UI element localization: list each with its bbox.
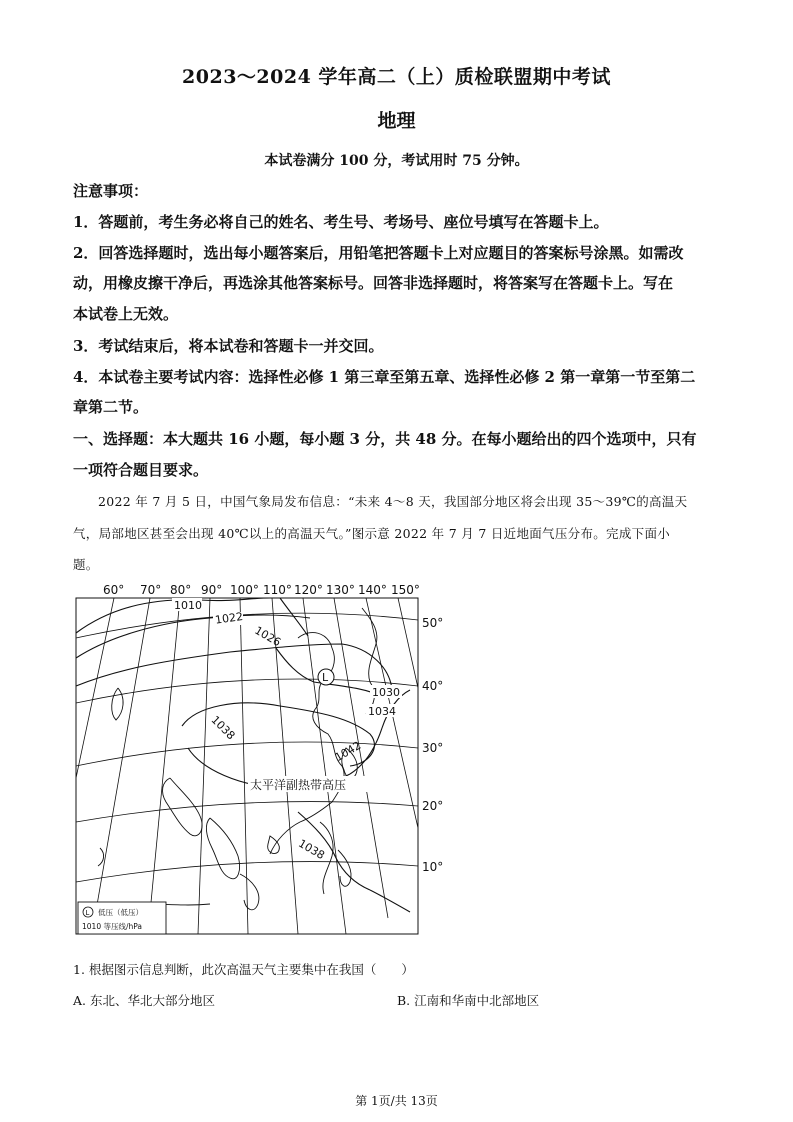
passage-line: 气，局部地区甚至会出现 40℃以上的高温天气。”图示意 2022 年 7 月 7 日近地面气压分布。完成下面小 xyxy=(73,526,671,541)
isobar-label: 1038 xyxy=(208,713,238,743)
isobar-label: 1030 xyxy=(372,686,400,699)
isobar-label: 1038 xyxy=(296,836,327,863)
option-a: A. 东北、华北大部分地区 xyxy=(73,993,215,1008)
coastlines xyxy=(90,608,377,910)
lon-label: 60° xyxy=(103,583,125,597)
low-pressure-label: L xyxy=(322,671,329,684)
passage-line: 2022 年 7 月 5 日，中国气象局发布信息：“未来 4～8 天，我国部分地区将会出现 35～39℃的高温天 xyxy=(98,494,688,509)
lon-label: 150° xyxy=(391,583,420,597)
lat-label: 30° xyxy=(422,741,444,755)
lat-label: 20° xyxy=(422,799,444,813)
section-heading-cont: 一项符合题目要求。 xyxy=(73,461,209,479)
graticule xyxy=(76,598,418,934)
page-footer: 第 1页/共 13页 xyxy=(355,1094,438,1108)
isobars xyxy=(76,598,410,912)
lon-label: 130° xyxy=(326,583,355,597)
lat-label: 50° xyxy=(422,616,444,630)
legend-low-symbol: L xyxy=(85,909,90,917)
isobar-label: 1010 xyxy=(174,599,202,612)
subject-title: 地理 xyxy=(377,110,416,132)
legend-isobar-text: 1010 等压线/hPa xyxy=(82,922,143,931)
section-heading: 一、选择题：本大题共 16 小题，每小题 3 分，共 48 分。在每小题给出的四个选项中，只有 xyxy=(73,430,697,448)
subtropical-high-label: 太平洋副热带高压 xyxy=(250,778,347,792)
notice-item: 4．本试卷主要考试内容：选择性必修 1 第三章至第五章、选择性必修 2 第一章第一节至第二 xyxy=(73,368,696,386)
notice-item: 2．回答选择题时，选出每小题答案后，用铅笔把答题卡上对应题目的答案标号涂黑。如需改 xyxy=(73,244,684,262)
lon-label: 120° xyxy=(294,583,323,597)
notice-item: 章第二节。 xyxy=(73,398,149,416)
passage-line: 题。 xyxy=(73,557,99,572)
lon-label: 70° xyxy=(140,583,162,597)
exam-title: 2023～2024 学年高二（上）质检联盟期中考试 xyxy=(182,66,611,88)
isobar-label: 1022 xyxy=(214,609,244,627)
notice-item: 动，用橡皮擦干净后，再选涂其他答案标号。回答非选择题时，将答案写在答题卡上。写在 xyxy=(73,274,674,292)
notice-heading: 注意事项： xyxy=(73,182,149,200)
notice-item: 1．答题前，考生务必将自己的姓名、考生号、考场号、座位号填写在答题卡上。 xyxy=(73,213,609,231)
notice-item: 本试卷上无效。 xyxy=(73,305,179,323)
legend-low-text: 低压（低压） xyxy=(98,908,143,917)
lon-label: 80° xyxy=(170,583,192,597)
option-b: B. 江南和华南中北部地区 xyxy=(397,993,540,1008)
pressure-map xyxy=(70,578,450,940)
notice-item: 3．考试结束后，将本试卷和答题卡一并交回。 xyxy=(73,337,384,355)
isobar-label: 1034 xyxy=(368,705,396,718)
question-stem: 1. 根据图示信息判断，此次高温天气主要集中在我国（ ） xyxy=(73,962,414,977)
lon-label: 90° xyxy=(201,583,223,597)
lon-label: 140° xyxy=(358,583,387,597)
exam-note: 本试卷满分 100 分，考试用时 75 分钟。 xyxy=(264,153,529,169)
lat-label: 10° xyxy=(422,860,444,874)
lon-label: 110° xyxy=(263,583,292,597)
isobar-label: 1042 xyxy=(332,738,364,765)
lat-label: 40° xyxy=(422,679,444,693)
lon-label: 100° xyxy=(230,583,259,597)
isobar-label: 1026 xyxy=(252,623,284,650)
